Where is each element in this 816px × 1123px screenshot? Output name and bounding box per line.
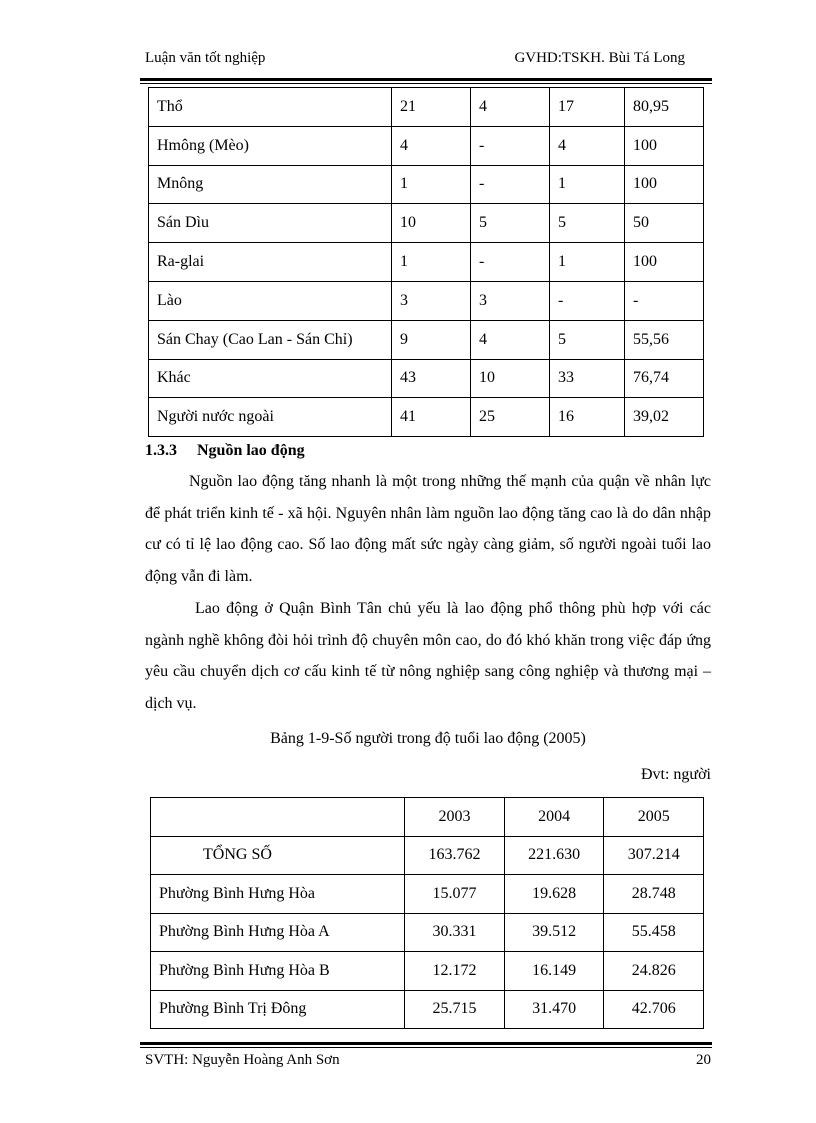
value-cell: 100 (625, 165, 704, 204)
value-cell: 5 (550, 204, 625, 243)
footer-rule (140, 1042, 712, 1045)
paragraph: Lao động ở Quận Bình Tân chủ yếu là lao động phổ thông phù hợp với các ngành nghề không đòi hỏi trình độ chuyên môn cao, do đó khó khăn trong việc đáp ứng yêu cầu chuyển dịch cơ cấu kinh tế từ nông nghiệp sang công nghiệp và thương mại – dịch vụ. (145, 600, 711, 712)
value-cell: 55.458 (604, 913, 704, 952)
value-cell: 307.214 (604, 836, 704, 875)
ethnic-table (148, 87, 704, 437)
row-label-cell: Thổ (149, 88, 392, 127)
table-row (151, 990, 704, 1029)
row-label-cell (151, 798, 405, 837)
value-cell: 5 (471, 204, 550, 243)
row-label-cell: Sán Dìu (149, 204, 392, 243)
row-label-cell: Phường Bình Hưng Hòa B (151, 952, 405, 991)
header-rule (140, 78, 712, 81)
value-cell: 4 (471, 88, 550, 127)
value-cell: - (471, 126, 550, 165)
value-cell: 39,02 (625, 398, 704, 437)
row-label-cell: Lào (149, 281, 392, 320)
value-cell: 10 (471, 359, 550, 398)
value-cell: 2005 (604, 798, 704, 837)
value-cell: 100 (625, 126, 704, 165)
value-cell: 12.172 (405, 952, 505, 991)
table-row (149, 398, 704, 437)
value-cell: 1 (392, 165, 471, 204)
value-cell: 76,74 (625, 359, 704, 398)
labor-table (150, 797, 704, 1029)
value-cell: 25 (471, 398, 550, 437)
page-header (145, 50, 685, 67)
value-cell: 163.762 (405, 836, 505, 875)
header-thesis-label: Luận văn tốt nghiệp (145, 50, 266, 66)
value-cell: 55,56 (625, 320, 704, 359)
value-cell: 2003 (405, 798, 505, 837)
table-row (149, 359, 704, 398)
value-cell: 33 (550, 359, 625, 398)
value-cell: 28.748 (604, 875, 704, 914)
header-advisor: GVHD:TSKH. Bùi Tá Long (514, 50, 685, 66)
value-cell: 10 (392, 204, 471, 243)
section-number: 1.3.3 (145, 442, 177, 459)
value-cell: 25.715 (405, 990, 505, 1029)
value-cell: - (471, 243, 550, 282)
table-header-row (151, 798, 704, 837)
value-cell: 5 (550, 320, 625, 359)
value-cell: 16 (550, 398, 625, 437)
table-row (149, 126, 704, 165)
value-cell: - (625, 281, 704, 320)
value-cell: 3 (471, 281, 550, 320)
value-cell: 30.331 (405, 913, 505, 952)
value-cell: 19.628 (504, 875, 604, 914)
row-label-cell: Hmông (Mèo) (149, 126, 392, 165)
table-row (151, 913, 704, 952)
value-cell: 80,95 (625, 88, 704, 127)
value-cell: 21 (392, 88, 471, 127)
page-number: 20 (696, 1052, 711, 1068)
value-cell: 50 (625, 204, 704, 243)
table-unit: Đvt: người (640, 766, 711, 783)
row-label-cell: Mnông (149, 165, 392, 204)
value-cell: - (550, 281, 625, 320)
row-label-cell: Sán Chay (Cao Lan - Sán Chỉ) (149, 320, 392, 359)
value-cell: 16.149 (504, 952, 604, 991)
value-cell: 4 (550, 126, 625, 165)
row-label-cell: Khác (149, 359, 392, 398)
value-cell: 100 (625, 243, 704, 282)
table-row (149, 320, 704, 359)
page-footer (145, 1052, 711, 1069)
value-cell: 24.826 (604, 952, 704, 991)
value-cell: 31.470 (504, 990, 604, 1029)
footer-rule-thin (140, 1047, 712, 1048)
section-heading (145, 442, 305, 460)
value-cell: 39.512 (504, 913, 604, 952)
row-label-cell: Ra-glai (149, 243, 392, 282)
row-label-cell: TỔNG SỐ (151, 836, 405, 875)
value-cell: 17 (550, 88, 625, 127)
value-cell: 9 (392, 320, 471, 359)
value-cell: 1 (550, 243, 625, 282)
section-title: Nguồn lao động (197, 442, 305, 459)
value-cell: 41 (392, 398, 471, 437)
value-cell: 43 (392, 359, 471, 398)
table-row (149, 204, 704, 243)
table-row (149, 88, 704, 127)
value-cell: 1 (550, 165, 625, 204)
row-label-cell: Phường Bình Hưng Hòa A (151, 913, 405, 952)
table-row (151, 952, 704, 991)
value-cell: 221.630 (504, 836, 604, 875)
value-cell: 15.077 (405, 875, 505, 914)
table-caption: Bảng 1-9-Số người trong độ tuổi lao động (2005) (270, 730, 586, 747)
table-row (151, 875, 704, 914)
table-row (149, 281, 704, 320)
value-cell: 3 (392, 281, 471, 320)
value-cell: 2004 (504, 798, 604, 837)
row-label-cell: Phường Bình Hưng Hòa (151, 875, 405, 914)
value-cell: 1 (392, 243, 471, 282)
value-cell: - (471, 165, 550, 204)
paragraph: Nguồn lao động tăng nhanh là một trong những thế mạnh của quận về nhân lực để phát triển kinh tế - xã hội. Nguyên nhân làm nguồn lao động tăng cao là do dân nhập cư có tỉ lệ lao động cao. Số lao động mất sức ngày càng giảm, số người ngoài tuổi lao động vẫn đi làm. (145, 473, 711, 585)
row-label-cell: Người nước ngoài (149, 398, 392, 437)
row-label-cell: Phường Bình Trị Đông (151, 990, 405, 1029)
header-rule-thin (140, 83, 712, 84)
value-cell: 4 (471, 320, 550, 359)
table-row (149, 165, 704, 204)
table-total-row (151, 836, 704, 875)
table-row (149, 243, 704, 282)
footer-author: SVTH: Nguyễn Hoàng Anh Sơn (145, 1052, 340, 1068)
value-cell: 42.706 (604, 990, 704, 1029)
value-cell: 4 (392, 126, 471, 165)
